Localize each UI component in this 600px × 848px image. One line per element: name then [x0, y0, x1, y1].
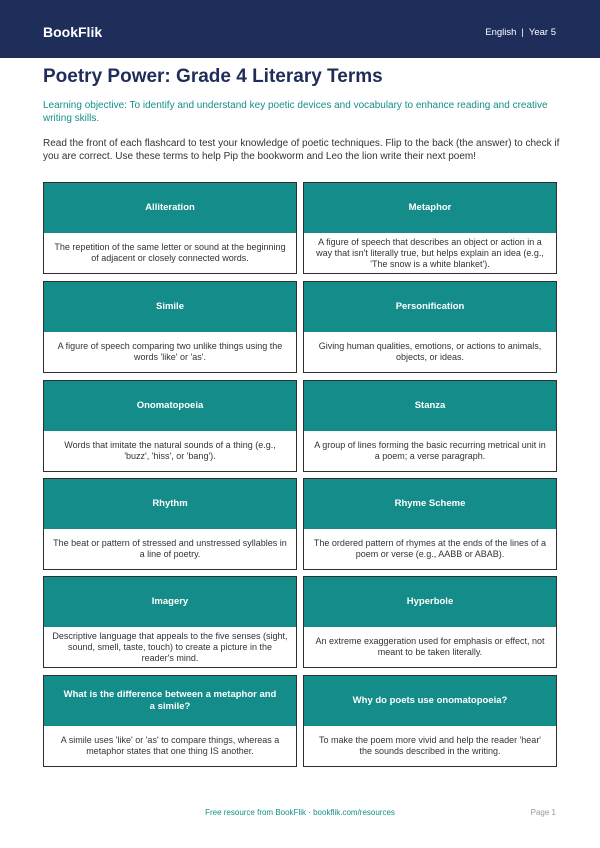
flashcard[interactable] — [43, 478, 297, 570]
flashcard-front: Personification — [304, 282, 556, 332]
flashcard-front: Imagery — [44, 577, 296, 627]
flashcard-front: Metaphor — [304, 183, 556, 233]
brand-logo[interactable]: BookFlik — [43, 24, 103, 40]
flashcard[interactable] — [43, 182, 297, 274]
page-number: Page 1 — [530, 808, 556, 817]
flashcard-front: Rhythm — [44, 479, 296, 529]
learning-objective: Learning objective: To identify and understand key poetic devices and vocabulary to enhance reading and creative writing skills. — [43, 100, 548, 124]
flashcard-front: Alliteration — [44, 183, 296, 233]
flashcard[interactable] — [303, 281, 557, 373]
flashcard[interactable] — [43, 675, 297, 767]
flashcard-back: A group of lines forming the basic recurring metrical unit in a poem; a verse paragraph. — [314, 440, 546, 461]
flashcard-back: A figure of speech that describes an object or action in a way that isn't literally true, but helps explain an idea (e.g., 'The snow is a white blanket'). — [316, 236, 544, 269]
year-label: Year 5 — [528, 27, 556, 38]
flashcard-back: The ordered pattern of rhymes at the ends of the lines of a poem or verse (e.g., AABB or ABAB). — [313, 538, 547, 559]
page-title: Poetry Power: Grade 4 Literary Terms — [43, 66, 383, 87]
flashcard-back: The repetition of the same letter or sound at the beginning of adjacent or closely connected words. — [54, 242, 286, 263]
flashcard-front: Simile — [44, 282, 296, 332]
flashcard-back: Words that imitate the natural sounds of a thing (e.g., 'buzz', 'hiss', or 'bang'). — [64, 440, 276, 461]
flashcard-back: A figure of speech comparing two unlike things using the words 'like' or 'as'. — [57, 341, 283, 362]
flashcard-back: An extreme exaggeration used for emphasis or effect, not meant to be taken literally. — [315, 636, 545, 657]
flashcard-front: Stanza — [304, 381, 556, 431]
flashcard-back: To make the poem more vivid and help the reader 'hear' the sounds described in the writing. — [318, 735, 542, 756]
flashcard-front: Onomatopoeia — [44, 381, 296, 431]
instructions: Read the front of each flashcard to test your knowledge of poetic techniques. Flip to the back (the answer) to check if you are correct. Use these terms to help Pip the bookworm and Leo the lion write their next poem! — [43, 138, 560, 162]
flashcard[interactable] — [303, 675, 557, 767]
flashcard-back: Giving human qualities, emotions, or actions to animals, objects, or ideas. — [318, 341, 542, 362]
flashcard[interactable] — [43, 281, 297, 373]
flashcard[interactable] — [303, 576, 557, 668]
flashcard-back: Descriptive language that appeals to the five senses (sight, sound, smell, taste, touch) to create a picture in the reader's mind. — [52, 630, 288, 663]
flashcard-front: Rhyme Scheme — [304, 479, 556, 529]
header-separator: | — [521, 27, 524, 38]
flashcard-front: What is the difference between a metaphor and a simile? — [44, 676, 296, 726]
flashcard-front: Why do poets use onomatopoeia? — [304, 676, 556, 726]
flashcard-front: Hyperbole — [304, 577, 556, 627]
flashcard-back: The beat or pattern of stressed and unstressed syllables in a line of poetry. — [53, 538, 287, 559]
flashcard[interactable] — [43, 380, 297, 472]
flashcard[interactable] — [303, 478, 557, 570]
footer-credit[interactable]: Free resource from BookFlik · bookflik.com/resources — [205, 808, 395, 817]
flashcard[interactable] — [43, 576, 297, 668]
page-header — [0, 0, 600, 58]
flashcard[interactable] — [303, 380, 557, 472]
flashcard-back: A simile uses 'like' or 'as' to compare things, whereas a metaphor states that one thing IS another. — [60, 735, 280, 756]
subject-label: English — [485, 27, 517, 38]
header-meta — [485, 27, 556, 39]
flashcard[interactable] — [303, 182, 557, 274]
